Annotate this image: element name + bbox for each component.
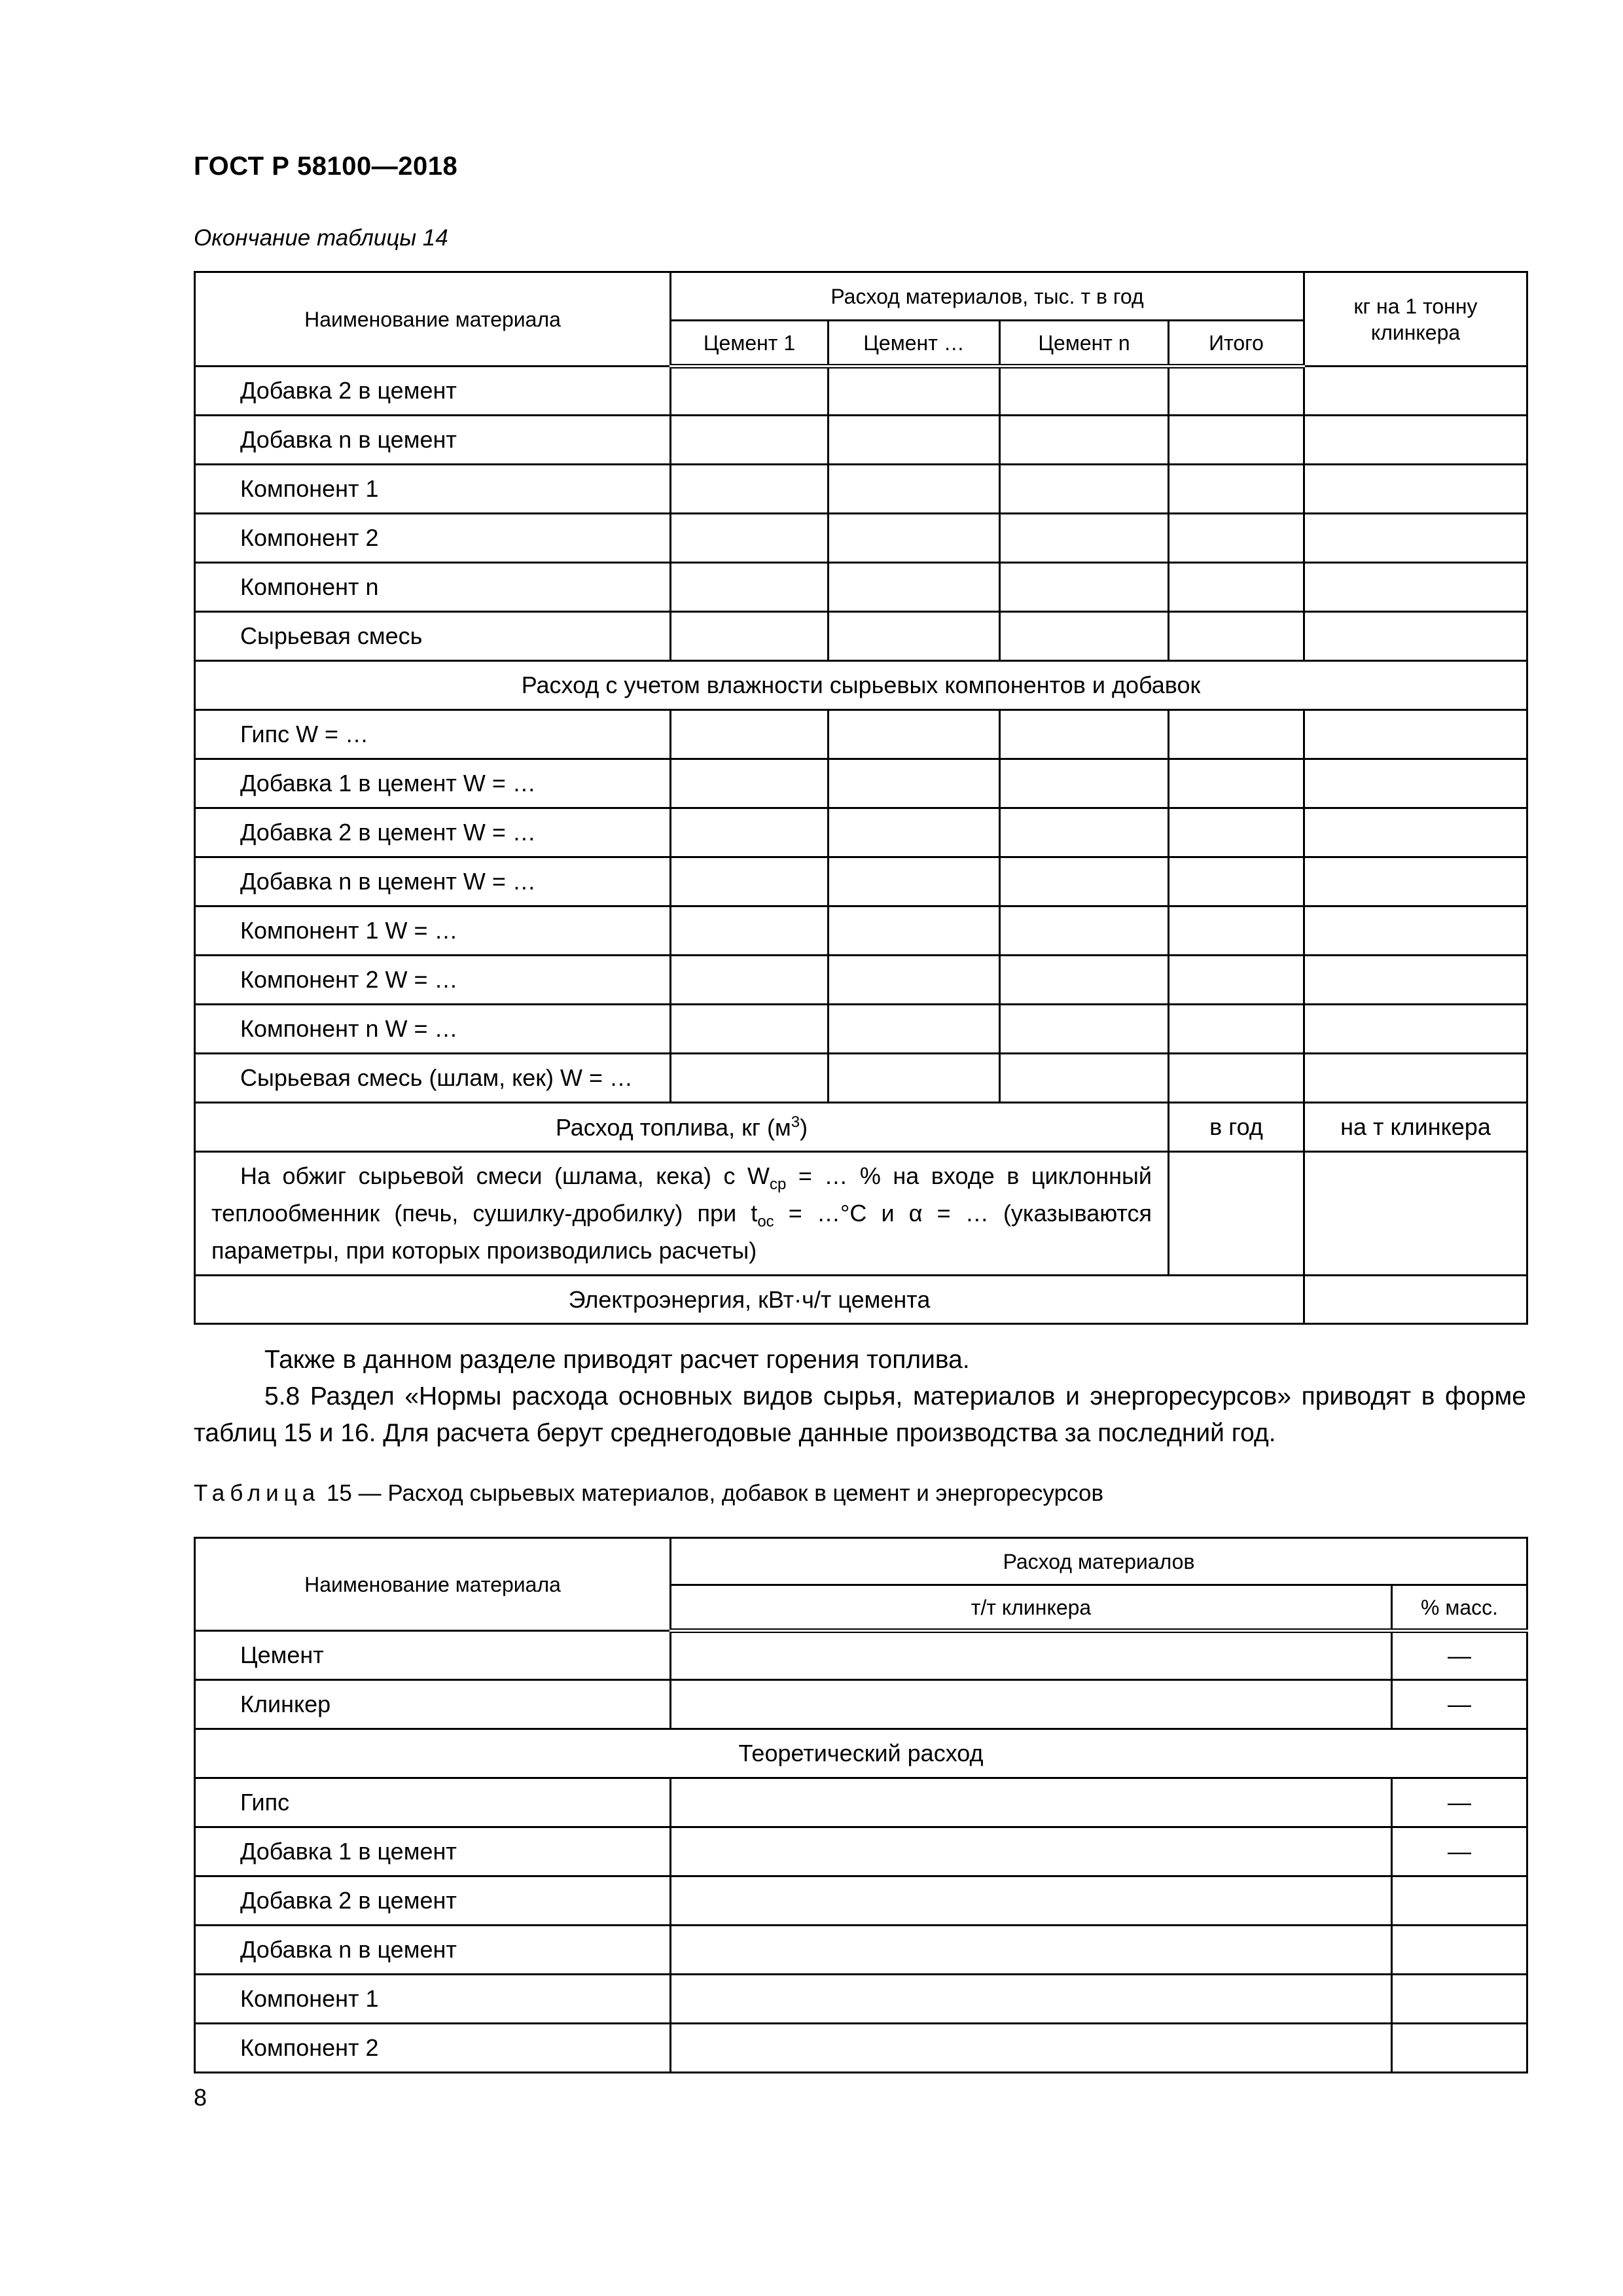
document-header: ГОСТ Р 58100—2018 (194, 152, 458, 181)
table-row (195, 1680, 1527, 1729)
header-material-name: Наименование материала (195, 272, 671, 367)
table-cell (1169, 808, 1304, 857)
header-per-ton: кг на 1 тонну клинкера (1304, 272, 1527, 367)
table-row (195, 1827, 1527, 1876)
table-cell (671, 2024, 1392, 2073)
mass-percent-cell: — (1392, 1827, 1527, 1876)
page-number: 8 (194, 2084, 207, 2111)
fuel-per-clinker: на т клинкера (1304, 1103, 1527, 1152)
table-cell (1304, 710, 1527, 759)
table-row (195, 1005, 1527, 1054)
table-cell (1304, 1152, 1527, 1276)
table-cell (829, 1005, 1000, 1054)
table-row (195, 1876, 1527, 1926)
table-row (195, 808, 1527, 857)
table-row (195, 612, 1527, 661)
material-name: Сырьевая смесь (195, 612, 671, 661)
header-total: Итого (1169, 321, 1304, 367)
table-15-caption: Таблица 15 — Расход сырьевых материалов, добавок в цемент и энергоресурсов (194, 1480, 1104, 1506)
fuel-per-year: в год (1169, 1103, 1304, 1152)
material-name: Гипс W = … (195, 710, 671, 759)
table-cell (1304, 1005, 1527, 1054)
material-name: Компонент 1 W = … (195, 906, 671, 956)
table-cell (1169, 367, 1304, 416)
material-name: Добавка n в цемент (195, 416, 671, 465)
table-row (195, 563, 1527, 612)
header-mass-percent: % масс. (1392, 1585, 1527, 1631)
table-cell (1169, 1054, 1304, 1103)
table-cell (671, 857, 829, 906)
table-cell (829, 563, 1000, 612)
table-cell (829, 808, 1000, 857)
table-row (195, 956, 1527, 1005)
table-cell (829, 416, 1000, 465)
table-cell (1000, 956, 1169, 1005)
table-cell (671, 465, 829, 514)
table-row (195, 514, 1527, 563)
table-cell (1304, 857, 1527, 906)
firing-description: На обжиг сырьевой смеси (шлама, кека) с $W_{ср}$ = … % на входе в циклонный теплообменник (печь, сушилку-дробилку) при $t_{ос}$ = …°С и α = … (указываются параметры, при которых производились расчеты) (195, 1152, 1169, 1276)
table-cell (829, 514, 1000, 563)
table-cell (671, 1975, 1392, 2024)
table-cell (1000, 1054, 1169, 1103)
table-cell (671, 416, 829, 465)
table-cell (1304, 514, 1527, 563)
table-cell (1000, 367, 1169, 416)
table-cell (1000, 1005, 1169, 1054)
material-name: Добавка 1 в цемент (195, 1827, 671, 1876)
mass-percent-cell: — (1392, 1778, 1527, 1827)
table-cell (671, 956, 829, 1005)
table-cell (671, 612, 829, 661)
material-name: Клинкер (195, 1680, 671, 1729)
table-cell (671, 1054, 829, 1103)
table-row (195, 1054, 1527, 1103)
table-cell (671, 514, 829, 563)
table-cell (1000, 857, 1169, 906)
fuel-consumption-label: Расход топлива, кг $(м^3)$ (195, 1103, 1169, 1152)
table-cell (1304, 1276, 1527, 1324)
paragraph-fuel-combustion: Также в данном разделе приводят расчет горения топлива. (264, 1346, 970, 1374)
table-row (195, 367, 1527, 416)
header-per-ton-clinker: т/т клинкера (671, 1585, 1392, 1631)
table-cell (1169, 612, 1304, 661)
table-row (195, 1631, 1527, 1680)
table-cell (1304, 465, 1527, 514)
material-name: Добавка 2 в цемент W = … (195, 808, 671, 857)
table-cell (1000, 612, 1169, 661)
table-cell (1304, 1054, 1527, 1103)
table-cell (1304, 563, 1527, 612)
table-cell (829, 465, 1000, 514)
table-cell (1000, 563, 1169, 612)
table-cell (671, 1827, 1392, 1876)
table-cell (1000, 906, 1169, 956)
table-row (195, 906, 1527, 956)
table-row (195, 465, 1527, 514)
theory-section-header: Теоретический расход (195, 1729, 1527, 1778)
material-name: Гипс (195, 1778, 671, 1827)
table-cell (671, 710, 829, 759)
material-name: Добавка 2 в цемент (195, 367, 671, 416)
table-14 (194, 271, 1528, 1325)
table-row (195, 857, 1527, 906)
table-cell (671, 1631, 1392, 1680)
moisture-section-header: Расход с учетом влажности сырьевых компонентов и добавок (195, 661, 1527, 710)
table-cell (1304, 612, 1527, 661)
table-cell (1304, 956, 1527, 1005)
material-name: Компонент n (195, 563, 671, 612)
table-cell (671, 1778, 1392, 1827)
table-cell (829, 956, 1000, 1005)
material-name: Компонент 2 (195, 2024, 671, 2073)
table-cell (1304, 367, 1527, 416)
table-cell (1169, 857, 1304, 906)
table-row (195, 2024, 1527, 2073)
table-cell (671, 906, 829, 956)
table-cell (1169, 759, 1304, 808)
table-cell (1169, 465, 1304, 514)
paragraph-5-8: 5.8 Раздел «Нормы расхода основных видов сырья, материалов и энергоресурсов» приводят в форме таблиц 15 и 16. Для расчета берут среднегодовые данные производства за последний год. (194, 1382, 1526, 1447)
material-name: Добавка 2 в цемент (195, 1876, 671, 1926)
table-cell (671, 759, 829, 808)
material-name: Компонент 1 (195, 1975, 671, 2024)
table-cell (1000, 465, 1169, 514)
table-cell (1304, 416, 1527, 465)
mass-percent-cell (1392, 1975, 1527, 2024)
table-row (195, 759, 1527, 808)
table-cell (1169, 1005, 1304, 1054)
table-cell (829, 857, 1000, 906)
material-name: Добавка 1 в цемент W = … (195, 759, 671, 808)
table-cell (671, 1680, 1392, 1729)
table-cell (829, 612, 1000, 661)
header-cement-n: Цемент n (1000, 321, 1169, 367)
table-row (195, 710, 1527, 759)
table-cell (1000, 808, 1169, 857)
table-cell (1169, 514, 1304, 563)
table-15 (194, 1537, 1528, 2073)
table-cell (671, 1876, 1392, 1926)
table-cell (829, 1054, 1000, 1103)
header-cement-dots: Цемент … (829, 321, 1000, 367)
header-consumption: Расход материалов, тыс. т в год (671, 272, 1304, 321)
material-name: Добавка n в цемент W = … (195, 857, 671, 906)
material-name: Компонент 2 (195, 514, 671, 563)
material-name: Добавка n в цемент (195, 1926, 671, 1975)
table-continuation-caption: Окончание таблицы 14 (194, 225, 448, 251)
material-name: Компонент n W = … (195, 1005, 671, 1054)
mass-percent-cell (1392, 2024, 1527, 2073)
mass-percent-cell (1392, 1926, 1527, 1975)
table-cell (1304, 906, 1527, 956)
table-cell (1169, 563, 1304, 612)
table-cell (1169, 906, 1304, 956)
table-cell (1000, 710, 1169, 759)
header-material-name: Наименование материала (195, 1538, 671, 1631)
material-name: Цемент (195, 1631, 671, 1680)
table-cell (829, 710, 1000, 759)
table-cell (1169, 710, 1304, 759)
table-cell (1000, 759, 1169, 808)
table-cell (671, 563, 829, 612)
table-cell (1000, 416, 1169, 465)
table-cell (829, 759, 1000, 808)
table-cell (1169, 416, 1304, 465)
table-cell (1169, 1152, 1304, 1276)
mass-percent-cell (1392, 1876, 1527, 1926)
table-row (195, 1926, 1527, 1975)
mass-percent-cell: — (1392, 1680, 1527, 1729)
table-cell (671, 1926, 1392, 1975)
mass-percent-cell: — (1392, 1631, 1527, 1680)
table-cell (1304, 808, 1527, 857)
header-cement-1: Цемент 1 (671, 321, 829, 367)
table-cell (671, 367, 829, 416)
table-row (195, 416, 1527, 465)
table-cell (829, 906, 1000, 956)
material-name: Компонент 2 W = … (195, 956, 671, 1005)
electricity-label: Электроэнергия, кВт·ч/т цемента (195, 1276, 1304, 1324)
table-cell (1304, 759, 1527, 808)
table-cell (671, 1005, 829, 1054)
material-name: Компонент 1 (195, 465, 671, 514)
table-cell (829, 367, 1000, 416)
table-cell (1169, 956, 1304, 1005)
material-name: Сырьевая смесь (шлам, кек) W = … (195, 1054, 671, 1103)
table-row (195, 1975, 1527, 2024)
table-cell (671, 808, 829, 857)
table-cell (1000, 514, 1169, 563)
header-consumption: Расход материалов (671, 1538, 1527, 1585)
table-row (195, 1778, 1527, 1827)
